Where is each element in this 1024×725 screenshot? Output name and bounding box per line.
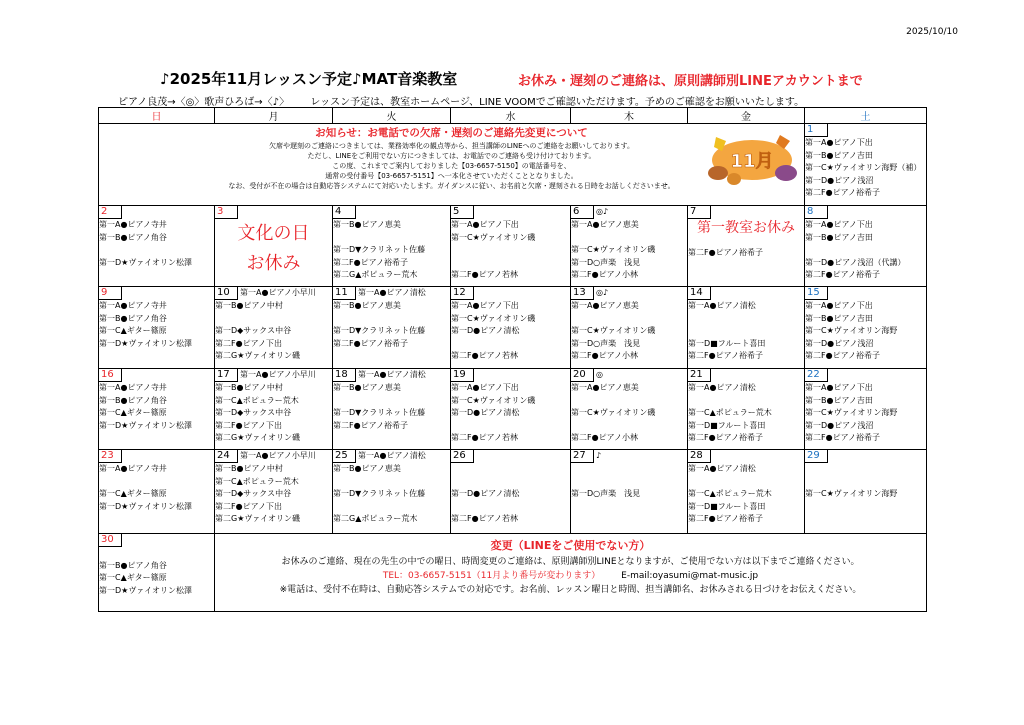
lesson-entry: 第一C★ヴァイオリン磯 (571, 326, 656, 335)
phone-number: TEL：03-6657-5151（11月より番号が変わります） (382, 571, 601, 581)
lesson-entry: 第一D●ピアノ清松 (451, 408, 520, 417)
lesson-entry (333, 313, 450, 326)
lesson-entry: 第二F●ピアノ裕希子 (688, 248, 763, 257)
lesson-entry: 第一A●ピアノ寺井 (99, 301, 167, 310)
day-cell-7 (688, 206, 805, 287)
day-number: 23 (99, 450, 122, 463)
day-marks: ◎♪ (596, 288, 609, 297)
lesson-entry: 第一D◆サックス中谷 (215, 489, 292, 498)
lesson-entry: 第一D○声楽 浅見 (571, 338, 641, 348)
lesson-entry: 第二F●ピアノ下出 (215, 501, 282, 511)
day-cell-13 (571, 287, 688, 369)
badge-label: 11月 (730, 151, 774, 172)
week-row-1 (99, 124, 927, 206)
day-number: 30 (99, 534, 122, 547)
lesson-entry: 第二G▲ポピュラー荒木 (333, 270, 418, 279)
lesson-entry: 第二F●ピアノ裕希子 (333, 257, 408, 267)
lesson-entry: 第一C★ヴァイオリン磯 (451, 232, 536, 242)
lesson-entry: 第一A●ピアノ下出 (805, 220, 873, 229)
lesson-entry (451, 338, 570, 351)
lesson-entry (451, 244, 570, 257)
day-number: 1 (805, 124, 828, 137)
day-number: 11 (333, 287, 356, 300)
lesson-entry: 第一B●ピアノ角谷 (99, 232, 167, 242)
day-number: 10 (215, 287, 238, 300)
email-address: E-mail:oyasumi@mat-music.jp (621, 571, 759, 581)
lesson-entry: 第一C★ヴァイオリン磯 (571, 245, 656, 254)
lesson-entry: 第一D●ピアノ浅沼 (805, 338, 874, 348)
lesson-entry (805, 244, 926, 257)
lesson-entry: 第一A●ピアノ下出 (805, 383, 873, 392)
week-row-2 (99, 206, 927, 287)
lesson-entry: 第一B●ピアノ角谷 (99, 395, 167, 405)
notice-line: 通常の受付番号【03-6657-5151】へ一本化させていただくこととなりました。 (325, 172, 578, 180)
lesson-entry (571, 420, 687, 433)
lesson-entry: 第一A●ピアノ清松 (688, 383, 756, 392)
day-number: 24 (215, 450, 238, 463)
lesson-entry: 第一B●ピアノ恵美 (333, 464, 401, 473)
day-cell-27 (571, 450, 688, 534)
lesson-entry: 第一C▲ギター篠原 (99, 489, 167, 498)
lesson-entry: 第二F●ピアノ小林 (571, 270, 638, 279)
lesson-entry (571, 463, 687, 476)
lesson-entry: 第一B●ピアノ恵美 (333, 383, 401, 392)
lesson-entry: 第一B●ピアノ角谷 (99, 313, 167, 323)
lesson-entry: 第一A●ピアノ小早川 (240, 288, 316, 297)
weekday-wed: 水 (451, 108, 571, 124)
lesson-entry: 第一D◆サックス中谷 (215, 408, 292, 417)
notice-line: なお、受付が不在の場合は自動応答システムにて対応いたします。ガイダンスに従い、お名前と欠席・遅刻される日時をお話しくださいませ。 (228, 182, 675, 190)
day-number: 4 (333, 206, 356, 219)
day-cell-17 (215, 369, 333, 450)
day-cell-14 (688, 287, 805, 369)
lesson-entry: 第一C★ヴァイオリン海野 (805, 326, 898, 335)
lesson-entry (571, 513, 687, 526)
lesson-entry: 第一D★ヴァイオリン松澤 (99, 501, 193, 511)
lesson-entry: 第二G★ヴァイオリン磯 (215, 433, 301, 442)
lesson-entry: 第一D★ヴァイオリン松澤 (99, 585, 193, 595)
day-number: 15 (805, 287, 828, 300)
day-cell-4 (333, 206, 451, 287)
lesson-entry: 第一A●ピアノ寺井 (99, 464, 167, 473)
day-number: 28 (688, 450, 711, 463)
lesson-entry: 第二F●ピアノ裕希子 (805, 188, 880, 197)
lesson-entry (688, 476, 804, 489)
day-cell-26 (451, 450, 571, 534)
lesson-entry: 第二F●ピアノ小林 (571, 433, 638, 442)
lesson-entry: 第一D▼クラリネット佐藤 (333, 489, 426, 498)
day-cell-29 (805, 450, 927, 534)
day-number: 27 (571, 450, 594, 463)
lesson-entry: 第二F●ピアノ下出 (215, 420, 282, 430)
lesson-entry: 第二F●ピアノ裕希子 (805, 270, 880, 279)
lesson-entry: 第一D◆サックス中谷 (215, 326, 292, 335)
day-number: 12 (451, 287, 474, 300)
lesson-entry: 第一C★ヴァイオリン磯 (451, 395, 536, 405)
weekday-fri: 金 (688, 108, 805, 124)
day-cell-2 (99, 206, 215, 287)
lesson-entry (451, 420, 570, 433)
lesson-entry: 第一C★ヴァイオリン磯 (451, 313, 536, 323)
lesson-entry: 第一A●ピアノ清松 (688, 464, 756, 473)
lesson-entry (571, 501, 687, 514)
lesson-entry (333, 476, 450, 489)
lesson-entry: 第一C▲ポピュラー荒木 (688, 408, 772, 417)
day-cell-22 (805, 369, 927, 450)
lesson-entry: 第一D○声楽 浅見 (571, 257, 641, 267)
lesson-entry: 第一D▼クラリネット佐藤 (333, 245, 426, 254)
lesson-entry (333, 501, 450, 514)
contact-change-note: ※電話は、受付不在時は、自動応答システムでの対応です。お名前、レッスン曜日と時間、担当講師名、お休みされる日づけをお伝えください。 (279, 585, 862, 595)
week-row-3 (99, 287, 927, 369)
lesson-entry (451, 257, 570, 270)
day-number: 2 (99, 206, 122, 219)
lesson-entry: 第一A●ピアノ寺井 (99, 220, 167, 229)
notice-cell (99, 124, 805, 206)
day-marks: ◎ (596, 370, 603, 379)
lesson-entry: 第二F●ピアノ下出 (215, 338, 282, 348)
day-number: 9 (99, 287, 122, 300)
notice-line: ただし、LINEをご利用でない方につきましては、お電話でのご連絡も受け付けております。 (307, 152, 596, 160)
day-number: 22 (805, 369, 828, 382)
lesson-entry: 第一D■フルート喜田 (688, 338, 766, 348)
day-number: 6 (571, 206, 594, 219)
lesson-entry: 第一D●ピアノ清松 (451, 326, 520, 335)
lesson-entry (688, 395, 804, 408)
day-cell-20 (571, 369, 688, 450)
lesson-entry: 第一A●ピアノ恵美 (571, 383, 639, 392)
week-row-6 (99, 534, 927, 612)
holiday-label: 文化の日 (237, 223, 310, 244)
print-date: 2025/10/10 (906, 27, 958, 37)
lesson-entry (333, 395, 450, 408)
lesson-entry: 第一A●ピアノ恵美 (571, 220, 639, 229)
day-cell-30 (99, 534, 215, 612)
contact-change-line: お休みのご連絡、現在の先生の中での曜日、時間変更のご連絡は、原則講師別LINEとなりますが、ご使用でない方は以下までご連絡ください。 (281, 557, 860, 567)
contact-change-title: 変更（LINEをご使用でない方） (490, 539, 651, 552)
lesson-entry: 第一B●ピアノ角谷 (99, 560, 167, 570)
lesson-entry: 第二F●ピアノ若林 (451, 433, 518, 442)
lesson-entry: 第一A●ピアノ小早川 (240, 451, 316, 460)
day-number: 18 (333, 369, 356, 382)
day-cell-10 (215, 287, 333, 369)
contact-change-cell (215, 534, 927, 612)
lesson-entry (99, 476, 214, 489)
day-number: 20 (571, 369, 594, 382)
lesson-entry: 第二F●ピアノ裕希子 (333, 420, 408, 430)
lesson-entry: 第一B●ピアノ吉田 (805, 150, 873, 160)
day-number: 21 (688, 369, 711, 382)
lesson-entry: 第一A●ピアノ清松 (358, 451, 426, 460)
day-cell-8 (805, 206, 927, 287)
week-row-4 (99, 369, 927, 450)
contact-notice-headline: お休み・遅刻のご連絡は、原則講師別LINEアカウントまで (518, 74, 863, 89)
lesson-entry (333, 232, 450, 245)
lesson-entry: 第一D●ピアノ浅沼 (805, 175, 874, 185)
page-title: ♪2025年11月レッスン予定♪MAT音楽教室 (160, 70, 458, 88)
lesson-entry: 第一A●ピアノ清松 (358, 288, 426, 297)
day-number: 13 (571, 287, 594, 300)
notice-title: お知らせ：お電話での欠席・遅刻のご連絡先変更について (315, 127, 588, 139)
lesson-entry (451, 501, 570, 514)
weekday-sun: 日 (99, 108, 215, 124)
day-cell-6 (571, 206, 688, 287)
lesson-entry: 第一C★ヴァイオリン海野 (805, 489, 898, 498)
lesson-entry: 第一C★ヴァイオリン海野（補） (805, 163, 922, 172)
lesson-entry: 第一D■フルート喜田 (688, 501, 766, 511)
legend-symbols: ピアノ良茂→〈◎〉歌声ひろば→〈♪〉 (118, 97, 290, 108)
lesson-entry (99, 244, 214, 257)
lesson-entry: 第二F●ピアノ裕希子 (805, 351, 880, 360)
weekday-sat: 土 (805, 108, 927, 124)
lesson-entry: 第一D■フルート喜田 (688, 420, 766, 430)
classroom-closed-label: 第一教室お休み (697, 220, 795, 236)
lesson-entry (688, 325, 804, 338)
weekday-mon: 月 (215, 108, 333, 124)
day-cell-5 (451, 206, 571, 287)
week-row-5 (99, 450, 927, 534)
day-cell-25 (333, 450, 451, 534)
lesson-entry: 第一A●ピアノ下出 (451, 383, 519, 392)
day-cell-16 (99, 369, 215, 450)
lesson-entry: 第一D●ピアノ浅沼 (805, 420, 874, 430)
day-cell-1 (805, 124, 927, 206)
day-number: 16 (99, 369, 122, 382)
lesson-entry: 第一B●ピアノ吉田 (805, 232, 873, 242)
lesson-entry: 第一C▲ギター篠原 (99, 573, 167, 582)
lesson-entry: 第一D★ヴァイオリン松澤 (99, 257, 193, 267)
day-number: 19 (451, 369, 474, 382)
day-cell-21 (688, 369, 805, 450)
lesson-entry: 第一B●ピアノ恵美 (333, 301, 401, 310)
lesson-entry: 第一D▼クラリネット佐藤 (333, 326, 426, 335)
lesson-entry (99, 547, 214, 560)
day-number: 8 (805, 206, 828, 219)
lesson-entry: 第一D○声楽 浅見 (571, 489, 641, 498)
day-number: 14 (688, 287, 711, 300)
day-number: 3 (215, 206, 238, 219)
lesson-entry: 第一B●ピアノ恵美 (333, 220, 401, 229)
weekday-header-row (99, 108, 927, 124)
lesson-entry: 第一A●ピアノ下出 (451, 301, 519, 310)
lesson-entry: 第二G★ヴァイオリン磯 (215, 514, 301, 523)
lesson-entry: 第一B●ピアノ吉田 (805, 395, 873, 405)
day-cell-3 (215, 206, 333, 287)
lesson-entry: 第一C▲ポピュラー荒木 (215, 395, 299, 405)
lesson-entry: 第一A●ピアノ下出 (451, 220, 519, 229)
day-cell-9 (99, 287, 215, 369)
day-cell-15 (805, 287, 927, 369)
legend-note: レッスン予定は、教室ホームページ、LINE VOOMでご確認いただけます。予めのご確認をお願いいたします。 (310, 97, 805, 108)
lesson-entry: 第一A●ピアノ下出 (805, 138, 873, 147)
lesson-entry: 第一A●ピアノ下出 (805, 301, 873, 310)
lesson-entry: 第二F●ピアノ若林 (451, 351, 518, 360)
lesson-entry: 第一D★ヴァイオリン松澤 (99, 420, 193, 430)
day-number: 17 (215, 369, 238, 382)
contact-line (215, 569, 926, 583)
lesson-entry: 第一C★ヴァイオリン磯 (571, 408, 656, 417)
lesson-entry: 第一D●ピアノ清松 (451, 489, 520, 498)
day-cell-24 (215, 450, 333, 534)
lesson-entry: 第一B●ピアノ中村 (215, 383, 283, 392)
day-marks: ♪ (596, 451, 602, 460)
lesson-entry: 第一D★ヴァイオリン松澤 (99, 338, 193, 348)
lesson-entry: 第一B●ピアノ中村 (215, 301, 283, 310)
lesson-entry: 第二G▲ポピュラー荒木 (333, 514, 418, 523)
notice-box (99, 125, 804, 191)
lesson-entry: 第一A●ピアノ寺井 (99, 383, 167, 392)
lesson-entry: 第二F●ピアノ裕希子 (333, 338, 408, 348)
lesson-entry: 第一D▼クラリネット佐藤 (333, 408, 426, 417)
day-marks: ◎♪ (596, 207, 609, 216)
lesson-entry: 第二F●ピアノ若林 (451, 514, 518, 523)
lesson-entry: 第二F●ピアノ裕希子 (688, 514, 763, 523)
lesson-entry: 第二F●ピアノ裕希子 (805, 433, 880, 442)
day-cell-23 (99, 450, 215, 534)
lesson-entry: 第二G★ヴァイオリン磯 (215, 351, 301, 360)
lesson-entry (571, 313, 687, 326)
november-badge-icon (704, 129, 800, 187)
lesson-entry: 第一C▲ギター篠原 (99, 326, 167, 335)
day-number: 7 (688, 206, 711, 219)
lesson-entry (805, 476, 926, 489)
holiday-closed-label: お休み (246, 253, 301, 274)
lesson-entry: 第二F●ピアノ裕希子 (688, 433, 763, 442)
lesson-entry: 第一C▲ポピュラー荒木 (688, 489, 772, 498)
day-cell-12 (451, 287, 571, 369)
lesson-entry: 第二F●ピアノ裕希子 (688, 351, 763, 360)
lesson-entry: 第一C▲ギター篠原 (99, 408, 167, 417)
lesson-entry: 第一B●ピアノ中村 (215, 464, 283, 473)
day-number: 25 (333, 450, 356, 463)
lesson-entry: 第一A●ピアノ小早川 (240, 370, 316, 379)
lesson-entry (215, 313, 332, 326)
weekday-thu: 木 (571, 108, 688, 124)
contact-change-box (215, 537, 926, 597)
day-number: 29 (805, 450, 828, 463)
lesson-entry (571, 232, 687, 245)
lesson-entry (451, 463, 570, 476)
calendar-table (98, 107, 927, 612)
lesson-entry (805, 463, 926, 476)
legend (118, 93, 822, 108)
day-cell-11 (333, 287, 451, 369)
day-number: 26 (451, 450, 474, 463)
day-cell-28 (688, 450, 805, 534)
lesson-entry (571, 476, 687, 489)
weekday-tue: 火 (333, 108, 451, 124)
day-number: 5 (451, 206, 474, 219)
lesson-entry: 第一B●ピアノ吉田 (805, 313, 873, 323)
lesson-entry (571, 395, 687, 408)
lesson-entry: 第一C▲ポピュラー荒木 (215, 476, 299, 486)
lesson-entry (688, 313, 804, 326)
lesson-entry: 第一A●ピアノ清松 (688, 301, 756, 310)
lesson-entry: 第一A●ピアノ清松 (358, 370, 426, 379)
lesson-entry: 第二F●ピアノ小林 (571, 351, 638, 360)
day-cell-18 (333, 369, 451, 450)
day-cell-19 (451, 369, 571, 450)
lesson-entry: 第一D●ピアノ浅沼（代講） (805, 257, 906, 267)
lesson-entry: 第二F●ピアノ若林 (451, 270, 518, 279)
lesson-entry: 第一A●ピアノ恵美 (571, 301, 639, 310)
notice-line: 欠席や遅刻のご連絡につきましては、業務効率化の観点等から、担当講師のLINEへのご連絡をお願いしております。 (269, 142, 634, 150)
lesson-entry (688, 235, 804, 248)
lesson-entry: 第一C★ヴァイオリン海野 (805, 408, 898, 417)
lesson-entry (451, 476, 570, 489)
notice-line: この度、これまでご案内しておりました【03-6657-5150】の電話番号を、 (332, 162, 571, 170)
